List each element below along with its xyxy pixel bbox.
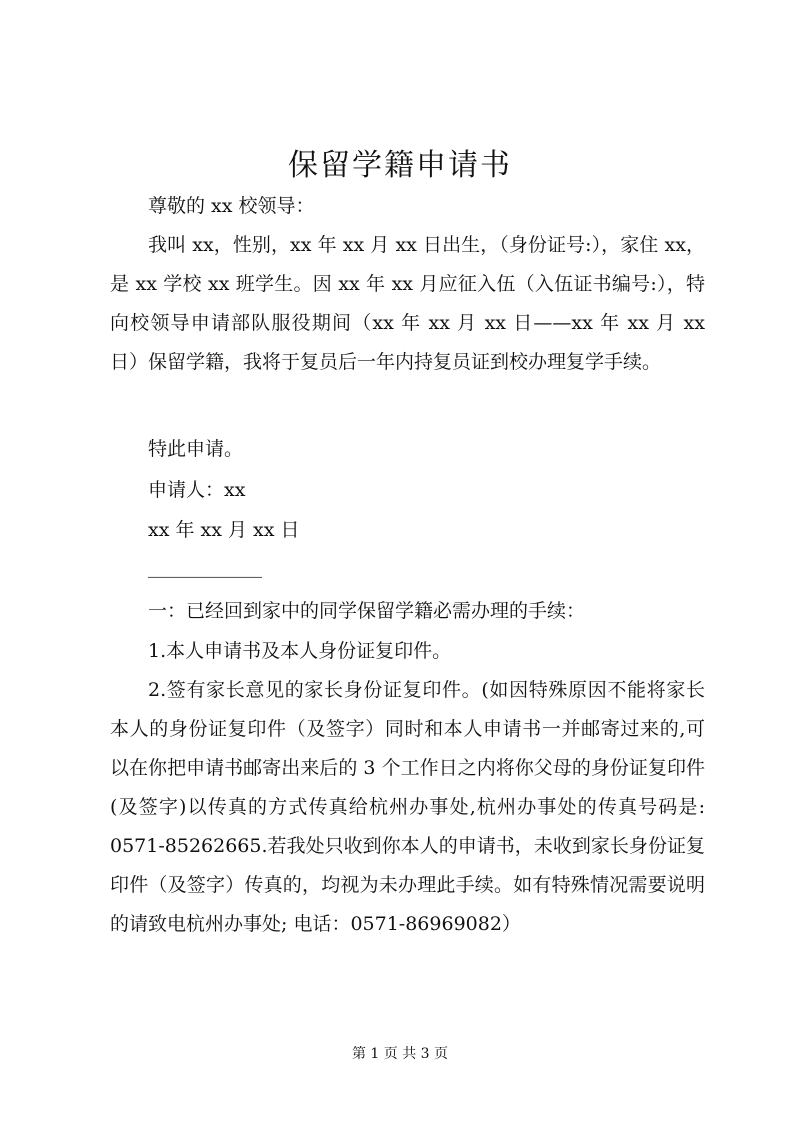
separator-line: ____________ [148,556,262,578]
closing-text: 特此申请。 [148,438,244,460]
applicant-line: 申请人：xx [148,479,246,501]
salutation: 尊敬的 xx 校领导： [148,195,315,217]
list-item-1: 1.本人申请书及本人身份证复印件。 [148,640,452,662]
document-title: 保留学籍申请书 [288,148,512,183]
list-item-2: 2.签有家长意见的家长身份证复印件。(如因特殊原因不能将家长本人的身份证复印件（及签字）同时和本人申请书一并邮寄过来的,可以在你把申请书邮寄出来后的 3 个工作日之内将你父母的身份证复印件(及签字)以传真的方式传真给杭州办事处,杭州办事处的传真号码是: 0571-85262665.若我处只收到你本人的申请书，未收到家长身份证复印件（及签字）传真的，均视为未办理此手续。如有特殊情况需要说明的请致电杭州办事处; 电话：0571-86969082） [110,679,705,935]
body-paragraph: 我叫 xx，性别，xx 年 xx 月 xx 日出生，（身份证号:），家住 xx，是 xx 学校 xx 班学生。因 xx 年 xx 月应征入伍（入伍证书编号:），特向校领导申请部队服役期间（xx 年 xx 月 xx 日——xx 年 xx 月 xx 日）保留学籍，我将于复员后一年内持复员证到校办理复学手续。 [110,234,705,373]
date-line: xx 年 xx 月 xx 日 [148,519,300,541]
page-footer: 第 1 页 共 3 页 [351,1046,449,1062]
section-heading: 一：已经回到家中的同学保留学籍必需办理的手续： [148,600,586,622]
